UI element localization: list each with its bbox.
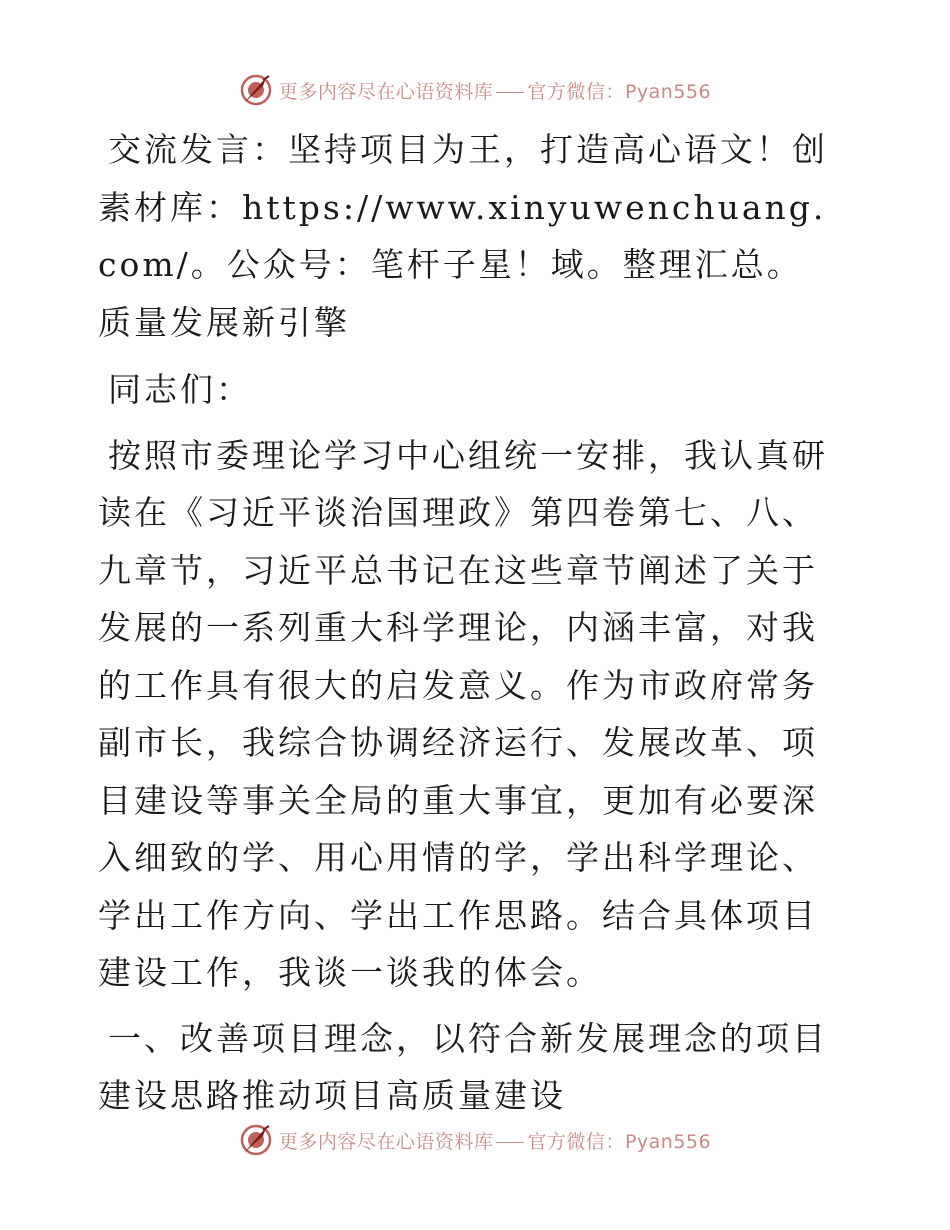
quill-seal-icon xyxy=(239,73,273,107)
salutation: 同志们： xyxy=(108,370,252,409)
banner-wechat-label: 官方微信： xyxy=(527,1130,625,1153)
banner-wechat-label: 官方微信： xyxy=(527,80,625,103)
banner-main-text: 更多内容尽在心语资料库 xyxy=(278,80,494,103)
banner-text xyxy=(279,77,711,104)
banner-main-text: 更多内容尽在心语资料库 xyxy=(278,1130,494,1153)
section-heading: 一、改善项目理念，以符合新发展理念的项目建设思路推动项目高质量建设 xyxy=(98,1018,828,1115)
banner-wechat-id: Pyan556 xyxy=(624,1130,712,1153)
document-body xyxy=(98,121,858,1125)
quill-seal-icon xyxy=(239,1123,273,1157)
banner-divider xyxy=(496,1142,524,1143)
intro-paragraph: 交流发言：坚持项目为王，打造高心语文！创素材库：https://www.xinyuwenchuang.com/。公众号：笔杆子星！域。整理汇总。质量发展新引擎 xyxy=(98,130,828,342)
banner-text xyxy=(279,1127,711,1154)
banner-wechat-id: Pyan556 xyxy=(624,80,712,103)
footer-banner xyxy=(0,1120,950,1160)
body-paragraph: 按照市委理论学习中心组统一安排，我认真研读在《习近平谈治国理政》第四卷第七、八、九章节，习近平总书记在这些章节阐述了关于发展的一系列重大科学理论，内涵丰富，对我的工作具有很大的启发意义。作为市政府常务副市长，我综合协调经济运行、发展改革、项目建设等事关全局的重大事宜，更加有必要深入细致的学、用心用情的学，学出科学理论、学出工作方向、学出工作思路。结合具体项目建设工作，我谈一谈我的体会。 xyxy=(98,435,828,992)
banner-divider xyxy=(496,92,524,93)
header-banner xyxy=(0,70,950,110)
